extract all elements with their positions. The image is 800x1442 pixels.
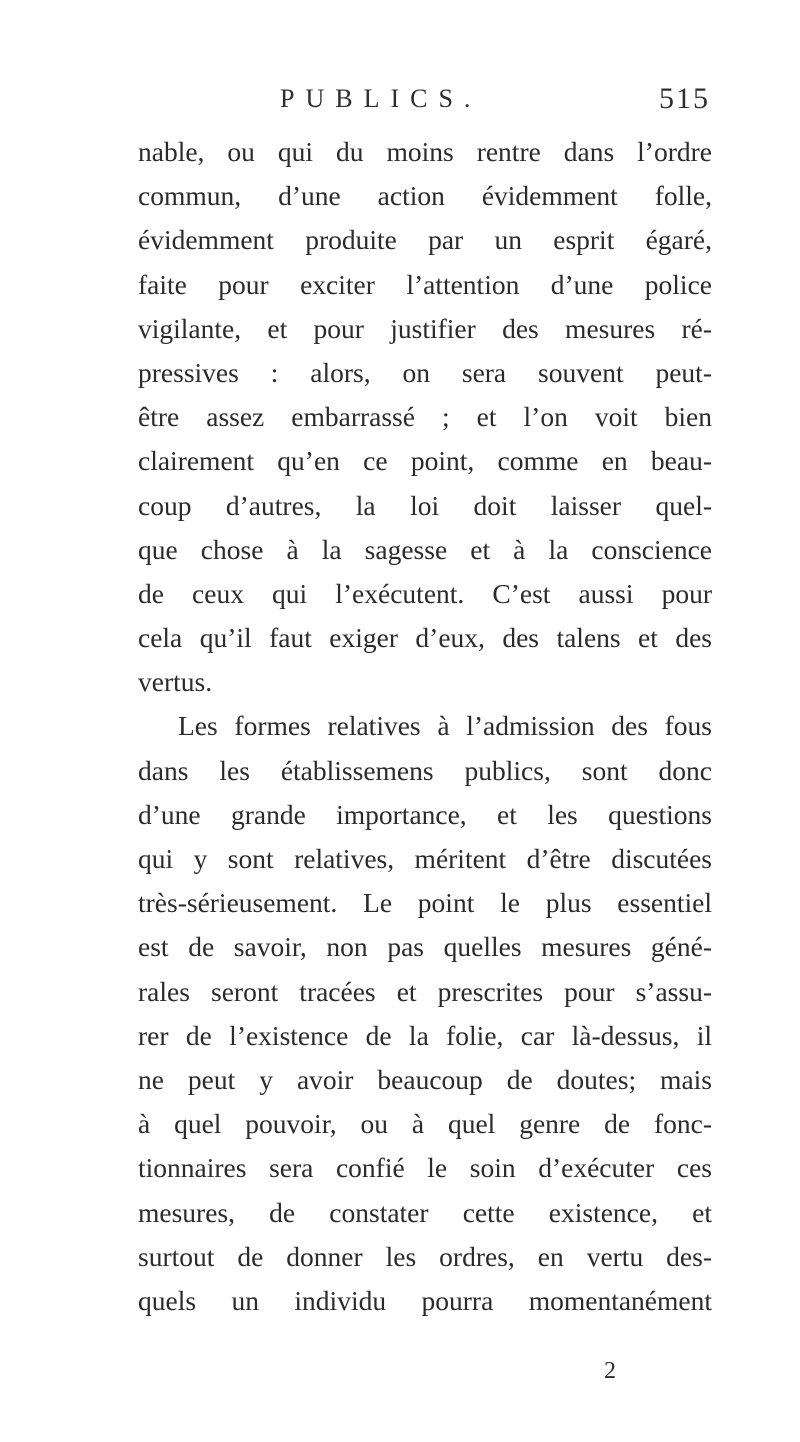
text-line: être assez embarrassé ; et l’on voit bien bbox=[138, 401, 712, 433]
text-line: qui y sont relatives, méritent d’être discutées bbox=[138, 843, 712, 874]
text-line: coup d’autres, la loi doit laisser quel- bbox=[138, 489, 712, 521]
text-line: tionnaires sera confié le soin d’exécuter ces bbox=[138, 1152, 712, 1184]
page-number: 515 bbox=[659, 82, 710, 115]
text-line: faite pour exciter l’attention d’une police bbox=[138, 268, 712, 300]
text-line: vigilante, et pour justifier des mesures ré- bbox=[138, 312, 712, 344]
text-line: nable, ou qui du moins rentre dans l’ordre bbox=[138, 136, 712, 167]
text-line: à quel pouvoir, ou à quel genre de fonc- bbox=[138, 1108, 712, 1140]
running-title: PUBLICS. bbox=[280, 84, 482, 113]
text-line: dans les établissemens publics, sont donc bbox=[138, 754, 712, 786]
text-line: mesures, de constater cette existence, et bbox=[138, 1196, 712, 1228]
text-line: de ceux qui l’exécutent. C’est aussi pour bbox=[138, 577, 712, 609]
paragraph-end-line: vertus. bbox=[138, 666, 213, 698]
text-line: cela qu’il faut exiger d’eux, des talens et des bbox=[138, 622, 712, 654]
text-line: ne peut y avoir beaucoup de doutes; mais bbox=[138, 1063, 712, 1095]
signature-mark: 2 bbox=[604, 1358, 616, 1384]
text-line: rer de l’existence de la folie, car là-dessus, il bbox=[138, 1019, 712, 1051]
text-line: est de savoir, non pas quelles mesures géné- bbox=[138, 931, 712, 963]
text-line: pressives : alors, on sera souvent peut- bbox=[138, 356, 712, 388]
text-line: évidemment produite par un esprit égaré, bbox=[138, 224, 712, 256]
text-line: d’une grande importance, et les questions bbox=[138, 798, 712, 830]
text-line: clairement qu’en ce point, comme en beau- bbox=[138, 445, 712, 477]
paragraph-start-line: Les formes relatives à l’admission des fous bbox=[178, 710, 712, 742]
text-line: très-sérieusement. Le point le plus essentiel bbox=[138, 887, 712, 919]
text-line: commun, d’une action évidemment folle, bbox=[138, 180, 712, 212]
body-text bbox=[138, 130, 712, 1323]
text-line: rales seront tracées et prescrites pour s’assu- bbox=[138, 975, 712, 1007]
text-line: quels un individu pourra momentanément bbox=[138, 1284, 712, 1316]
text-line: surtout de donner les ordres, en vertu des- bbox=[138, 1240, 712, 1272]
text-line: que chose à la sagesse et à la conscience bbox=[138, 533, 712, 565]
running-head bbox=[270, 84, 710, 124]
